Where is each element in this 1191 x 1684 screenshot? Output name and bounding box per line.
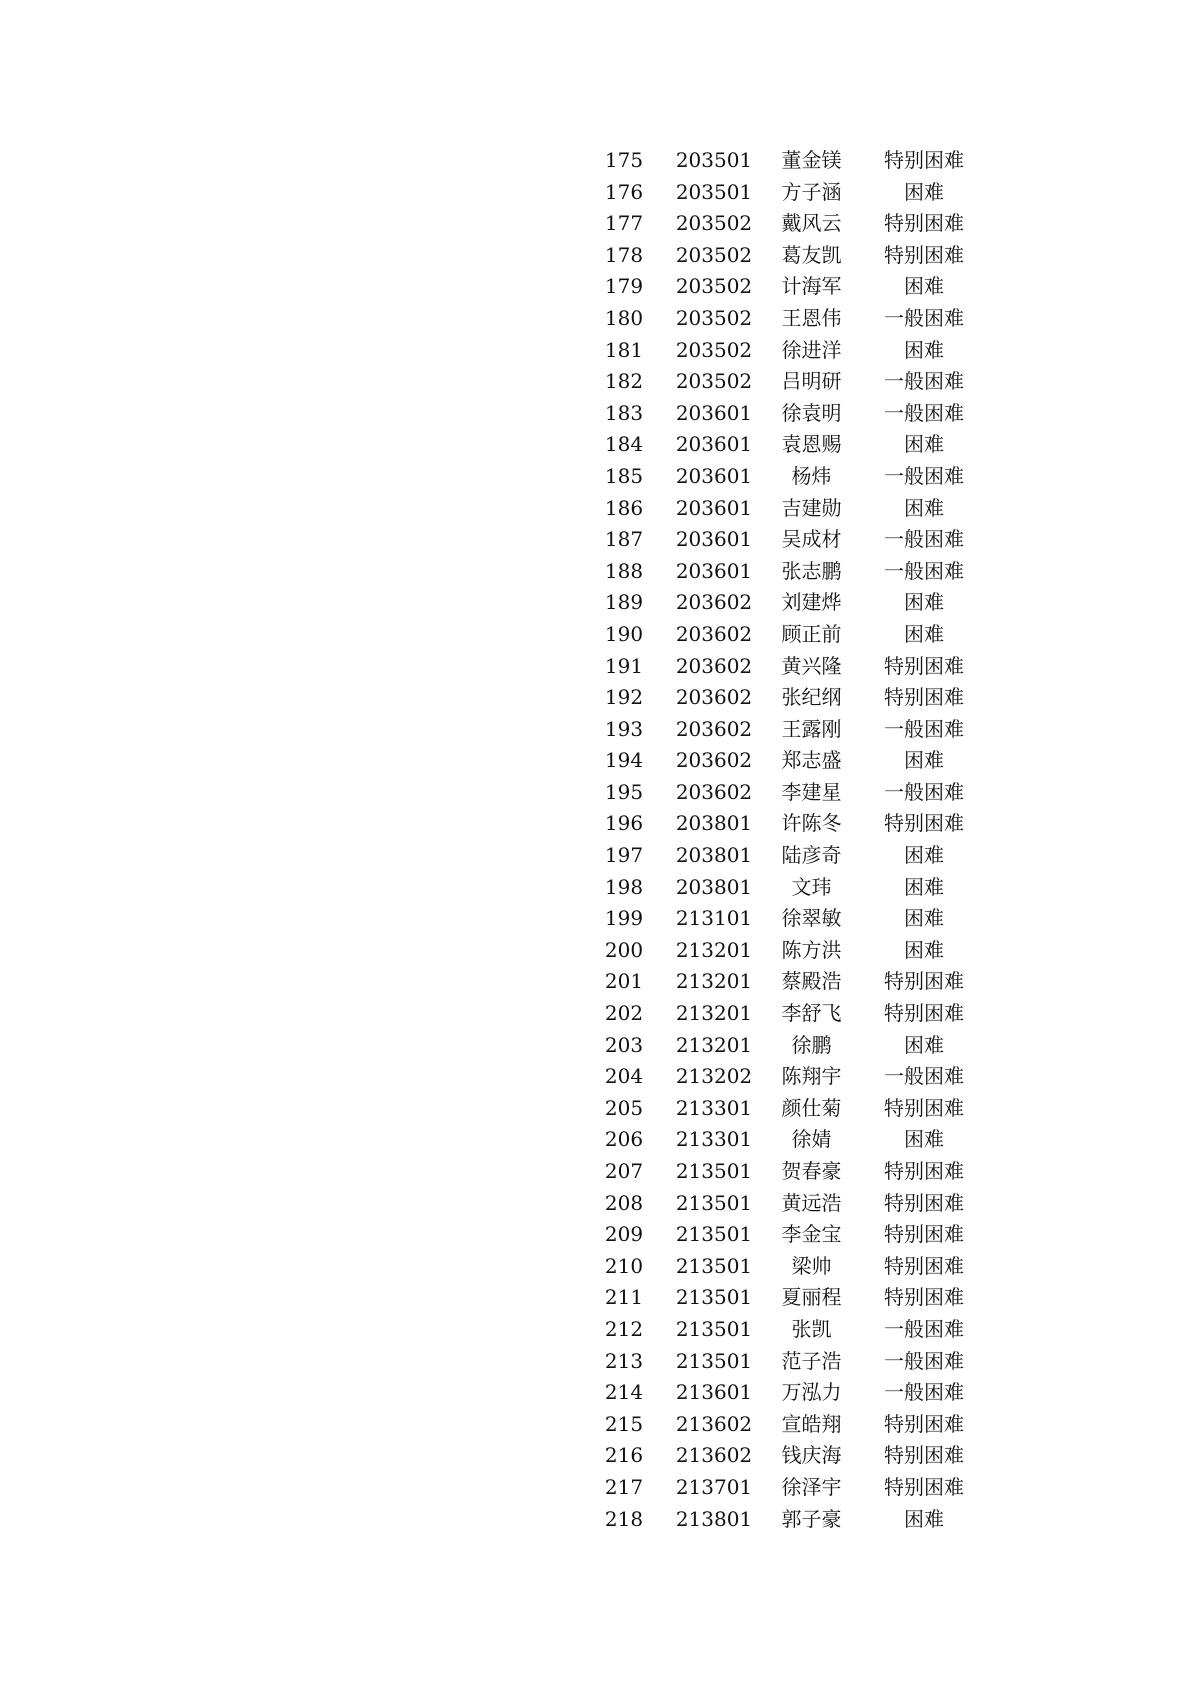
student-name: 黄远浩 — [781, 1190, 842, 1215]
difficulty-level: 困难 — [904, 906, 944, 931]
table-row — [584, 335, 989, 367]
table-row — [584, 808, 989, 840]
table-row — [584, 398, 989, 430]
table-row — [584, 1061, 989, 1093]
row-number: 203 — [604, 1032, 644, 1057]
row-number: 177 — [604, 211, 644, 236]
table-row — [584, 872, 989, 904]
class-code: 203602 — [675, 590, 753, 615]
difficulty-level: 一般困难 — [884, 400, 964, 425]
student-name: 徐翠敏 — [781, 906, 842, 931]
table-row — [584, 1409, 989, 1441]
table-row — [584, 619, 989, 651]
student-name: 张凯 — [791, 1316, 832, 1341]
class-code: 203601 — [675, 400, 753, 425]
row-number: 193 — [604, 716, 644, 741]
student-name: 王恩伟 — [781, 305, 842, 330]
class-code: 213201 — [675, 1001, 753, 1026]
class-code: 213602 — [675, 1411, 753, 1436]
difficulty-level: 困难 — [904, 843, 944, 868]
class-code: 203601 — [675, 495, 753, 520]
difficulty-level: 一般困难 — [884, 716, 964, 741]
difficulty-level: 特别困难 — [884, 242, 964, 267]
table-row — [584, 682, 989, 714]
difficulty-level: 困难 — [904, 1506, 944, 1531]
difficulty-level: 一般困难 — [884, 527, 964, 552]
difficulty-level: 一般困难 — [884, 779, 964, 804]
class-code: 203502 — [675, 274, 753, 299]
row-number: 200 — [604, 937, 644, 962]
student-name: 钱庆海 — [781, 1443, 842, 1468]
student-name: 吕明研 — [781, 369, 842, 394]
student-name: 李建星 — [781, 779, 842, 804]
student-name: 徐泽宇 — [781, 1474, 842, 1499]
class-code: 203502 — [675, 211, 753, 236]
class-code: 203601 — [675, 527, 753, 552]
row-number: 188 — [604, 558, 644, 583]
difficulty-level: 特别困难 — [884, 1443, 964, 1468]
row-number: 201 — [604, 969, 644, 994]
table-row — [584, 1093, 989, 1125]
row-number: 213 — [604, 1348, 644, 1373]
table-row — [584, 240, 989, 272]
student-name: 计海军 — [781, 274, 842, 299]
class-code: 203602 — [675, 748, 753, 773]
row-number: 189 — [604, 590, 644, 615]
table-row — [584, 1124, 989, 1156]
student-name: 戴风云 — [781, 211, 842, 236]
table-row — [584, 461, 989, 493]
table-row — [584, 840, 989, 872]
student-name: 吴成材 — [781, 527, 842, 552]
class-code: 203502 — [675, 337, 753, 362]
difficulty-level: 困难 — [904, 1032, 944, 1057]
student-name: 刘建烨 — [781, 590, 842, 615]
student-list-table — [584, 145, 989, 1535]
difficulty-level: 特别困难 — [884, 1411, 964, 1436]
student-name: 李舒飞 — [781, 1001, 842, 1026]
row-number: 207 — [604, 1159, 644, 1183]
row-number: 175 — [604, 148, 644, 172]
difficulty-level: 特别困难 — [884, 1190, 964, 1215]
row-number: 214 — [604, 1380, 644, 1405]
table-row — [584, 271, 989, 303]
student-name: 郑志盛 — [781, 748, 842, 773]
row-number: 204 — [604, 1064, 644, 1089]
difficulty-level: 一般困难 — [884, 1380, 964, 1405]
student-name: 王露刚 — [781, 716, 842, 741]
student-name: 陈方洪 — [781, 937, 842, 962]
class-code: 213501 — [675, 1253, 753, 1278]
table-row — [584, 1377, 989, 1409]
difficulty-level: 一般困难 — [884, 1316, 964, 1341]
table-row — [584, 524, 989, 556]
table-row — [584, 651, 989, 683]
student-name: 陈翔宇 — [781, 1064, 842, 1089]
class-code: 203801 — [675, 843, 753, 868]
student-name: 张志鹏 — [781, 558, 842, 583]
student-name: 郭子豪 — [781, 1506, 842, 1531]
row-number: 216 — [604, 1443, 644, 1468]
student-name: 夏丽程 — [781, 1285, 842, 1310]
student-name: 徐婧 — [791, 1127, 832, 1152]
difficulty-level: 一般困难 — [884, 1348, 964, 1373]
table-row — [584, 208, 989, 240]
row-number: 190 — [604, 621, 644, 646]
row-number: 184 — [604, 432, 644, 457]
difficulty-level: 一般困难 — [884, 1064, 964, 1089]
student-name: 董金镁 — [781, 148, 842, 172]
table-row — [584, 587, 989, 619]
class-code: 213602 — [675, 1443, 753, 1468]
row-number: 197 — [604, 843, 644, 868]
table-row — [584, 1282, 989, 1314]
table-row — [584, 777, 989, 809]
row-number: 185 — [604, 463, 644, 488]
row-number: 178 — [604, 242, 644, 267]
difficulty-level: 一般困难 — [884, 305, 964, 330]
row-number: 206 — [604, 1127, 644, 1152]
row-number: 183 — [604, 400, 644, 425]
table-body — [584, 145, 989, 1535]
table-row — [584, 556, 989, 588]
difficulty-level: 困难 — [904, 874, 944, 899]
class-code: 213201 — [675, 969, 753, 994]
row-number: 182 — [604, 369, 644, 394]
row-number: 217 — [604, 1474, 644, 1499]
table-row — [584, 903, 989, 935]
student-name: 贺春豪 — [781, 1159, 842, 1183]
difficulty-level: 困难 — [904, 937, 944, 962]
class-code: 203502 — [675, 369, 753, 394]
student-name: 徐鹏 — [791, 1032, 832, 1057]
class-code: 203602 — [675, 716, 753, 741]
row-number: 195 — [604, 779, 644, 804]
student-name: 张纪纲 — [781, 685, 842, 710]
class-code: 213101 — [675, 906, 753, 931]
class-code: 213501 — [675, 1316, 753, 1341]
student-name: 范子浩 — [781, 1348, 842, 1373]
class-code: 203601 — [675, 558, 753, 583]
table-row — [584, 1440, 989, 1472]
row-number: 210 — [604, 1253, 644, 1278]
student-name: 陆彦奇 — [781, 843, 842, 868]
table-row — [584, 1314, 989, 1346]
student-name: 徐袁明 — [781, 400, 842, 425]
difficulty-level: 特别困难 — [884, 211, 964, 236]
class-code: 213202 — [675, 1064, 753, 1089]
difficulty-level: 一般困难 — [884, 463, 964, 488]
difficulty-level: 特别困难 — [884, 653, 964, 678]
difficulty-level: 困难 — [904, 432, 944, 457]
student-name: 袁恩赐 — [781, 432, 842, 457]
difficulty-level: 特别困难 — [884, 1222, 964, 1247]
difficulty-level: 特别困难 — [884, 1253, 964, 1278]
class-code: 203602 — [675, 685, 753, 710]
difficulty-level: 困难 — [904, 179, 944, 204]
row-number: 191 — [604, 653, 644, 678]
row-number: 196 — [604, 811, 644, 836]
table-row — [584, 429, 989, 461]
row-number: 176 — [604, 179, 644, 204]
class-code: 203501 — [675, 148, 753, 172]
row-number: 209 — [604, 1222, 644, 1247]
difficulty-level: 困难 — [904, 495, 944, 520]
row-number: 202 — [604, 1001, 644, 1026]
class-code: 213201 — [675, 937, 753, 962]
difficulty-level: 特别困难 — [884, 1285, 964, 1310]
difficulty-level: 困难 — [904, 274, 944, 299]
table-row — [584, 1156, 989, 1188]
class-code: 213601 — [675, 1380, 753, 1405]
student-name: 颜仕菊 — [781, 1095, 842, 1120]
row-number: 218 — [604, 1506, 644, 1531]
class-code: 203602 — [675, 653, 753, 678]
table-row — [584, 366, 989, 398]
row-number: 181 — [604, 337, 644, 362]
class-code: 203601 — [675, 463, 753, 488]
table-row — [584, 1030, 989, 1062]
difficulty-level: 困难 — [904, 1127, 944, 1152]
row-number: 186 — [604, 495, 644, 520]
class-code: 213501 — [675, 1348, 753, 1373]
student-name: 梁帅 — [791, 1253, 832, 1278]
student-name: 顾正前 — [781, 621, 842, 646]
class-code: 213701 — [675, 1474, 753, 1499]
class-code: 203602 — [675, 621, 753, 646]
row-number: 179 — [604, 274, 644, 299]
table-row — [584, 177, 989, 209]
row-number: 198 — [604, 874, 644, 899]
table-row — [584, 935, 989, 967]
student-name: 方子涵 — [781, 179, 842, 204]
difficulty-level: 困难 — [904, 748, 944, 773]
class-code: 203501 — [675, 179, 753, 204]
class-code: 213301 — [675, 1127, 753, 1152]
student-name: 文玮 — [791, 874, 832, 899]
class-code: 203602 — [675, 779, 753, 804]
table-row — [584, 1219, 989, 1251]
table-row — [584, 1504, 989, 1536]
row-number: 192 — [604, 685, 644, 710]
difficulty-level: 困难 — [904, 337, 944, 362]
difficulty-level: 特别困难 — [884, 1474, 964, 1499]
row-number: 212 — [604, 1316, 644, 1341]
class-code: 213501 — [675, 1222, 753, 1247]
class-code: 213501 — [675, 1159, 753, 1183]
student-name: 宣皓翔 — [781, 1411, 842, 1436]
class-code: 213501 — [675, 1285, 753, 1310]
row-number: 199 — [604, 906, 644, 931]
student-name: 吉建勋 — [781, 495, 842, 520]
difficulty-level: 特别困难 — [884, 1001, 964, 1026]
class-code: 203801 — [675, 811, 753, 836]
row-number: 208 — [604, 1190, 644, 1215]
student-name: 徐进洋 — [781, 337, 842, 362]
class-code: 203601 — [675, 432, 753, 457]
difficulty-level: 特别困难 — [884, 969, 964, 994]
table-row — [584, 1346, 989, 1378]
table-row — [584, 998, 989, 1030]
student-name: 万泓力 — [781, 1380, 842, 1405]
table-row — [584, 1188, 989, 1220]
table-row — [584, 1251, 989, 1283]
difficulty-level: 特别困难 — [884, 1095, 964, 1120]
class-code: 203801 — [675, 874, 753, 899]
row-number: 180 — [604, 305, 644, 330]
difficulty-level: 困难 — [904, 621, 944, 646]
table-row — [584, 303, 989, 335]
class-code: 203502 — [675, 305, 753, 330]
student-name: 许陈冬 — [781, 811, 842, 836]
table-row — [584, 1472, 989, 1504]
class-code: 213501 — [675, 1190, 753, 1215]
difficulty-level: 特别困难 — [884, 811, 964, 836]
difficulty-level: 一般困难 — [884, 369, 964, 394]
class-code: 213201 — [675, 1032, 753, 1057]
difficulty-level: 特别困难 — [884, 148, 964, 172]
table-row — [584, 714, 989, 746]
table-row — [584, 745, 989, 777]
student-name: 葛友凯 — [781, 242, 842, 267]
table-row — [584, 145, 989, 177]
row-number: 205 — [604, 1095, 644, 1120]
row-number: 187 — [604, 527, 644, 552]
difficulty-level: 困难 — [904, 590, 944, 615]
table-row — [584, 493, 989, 525]
row-number: 211 — [604, 1285, 644, 1310]
student-name: 李金宝 — [781, 1222, 842, 1247]
student-name: 蔡殿浩 — [781, 969, 842, 994]
difficulty-level: 特别困难 — [884, 1159, 964, 1183]
difficulty-level: 一般困难 — [884, 558, 964, 583]
student-name: 黄兴隆 — [781, 653, 842, 678]
class-code: 213301 — [675, 1095, 753, 1120]
row-number: 194 — [604, 748, 644, 773]
class-code: 213801 — [675, 1506, 753, 1531]
class-code: 203502 — [675, 242, 753, 267]
student-name: 杨炜 — [791, 463, 832, 488]
difficulty-level: 特别困难 — [884, 685, 964, 710]
table-row — [584, 966, 989, 998]
row-number: 215 — [604, 1411, 644, 1436]
